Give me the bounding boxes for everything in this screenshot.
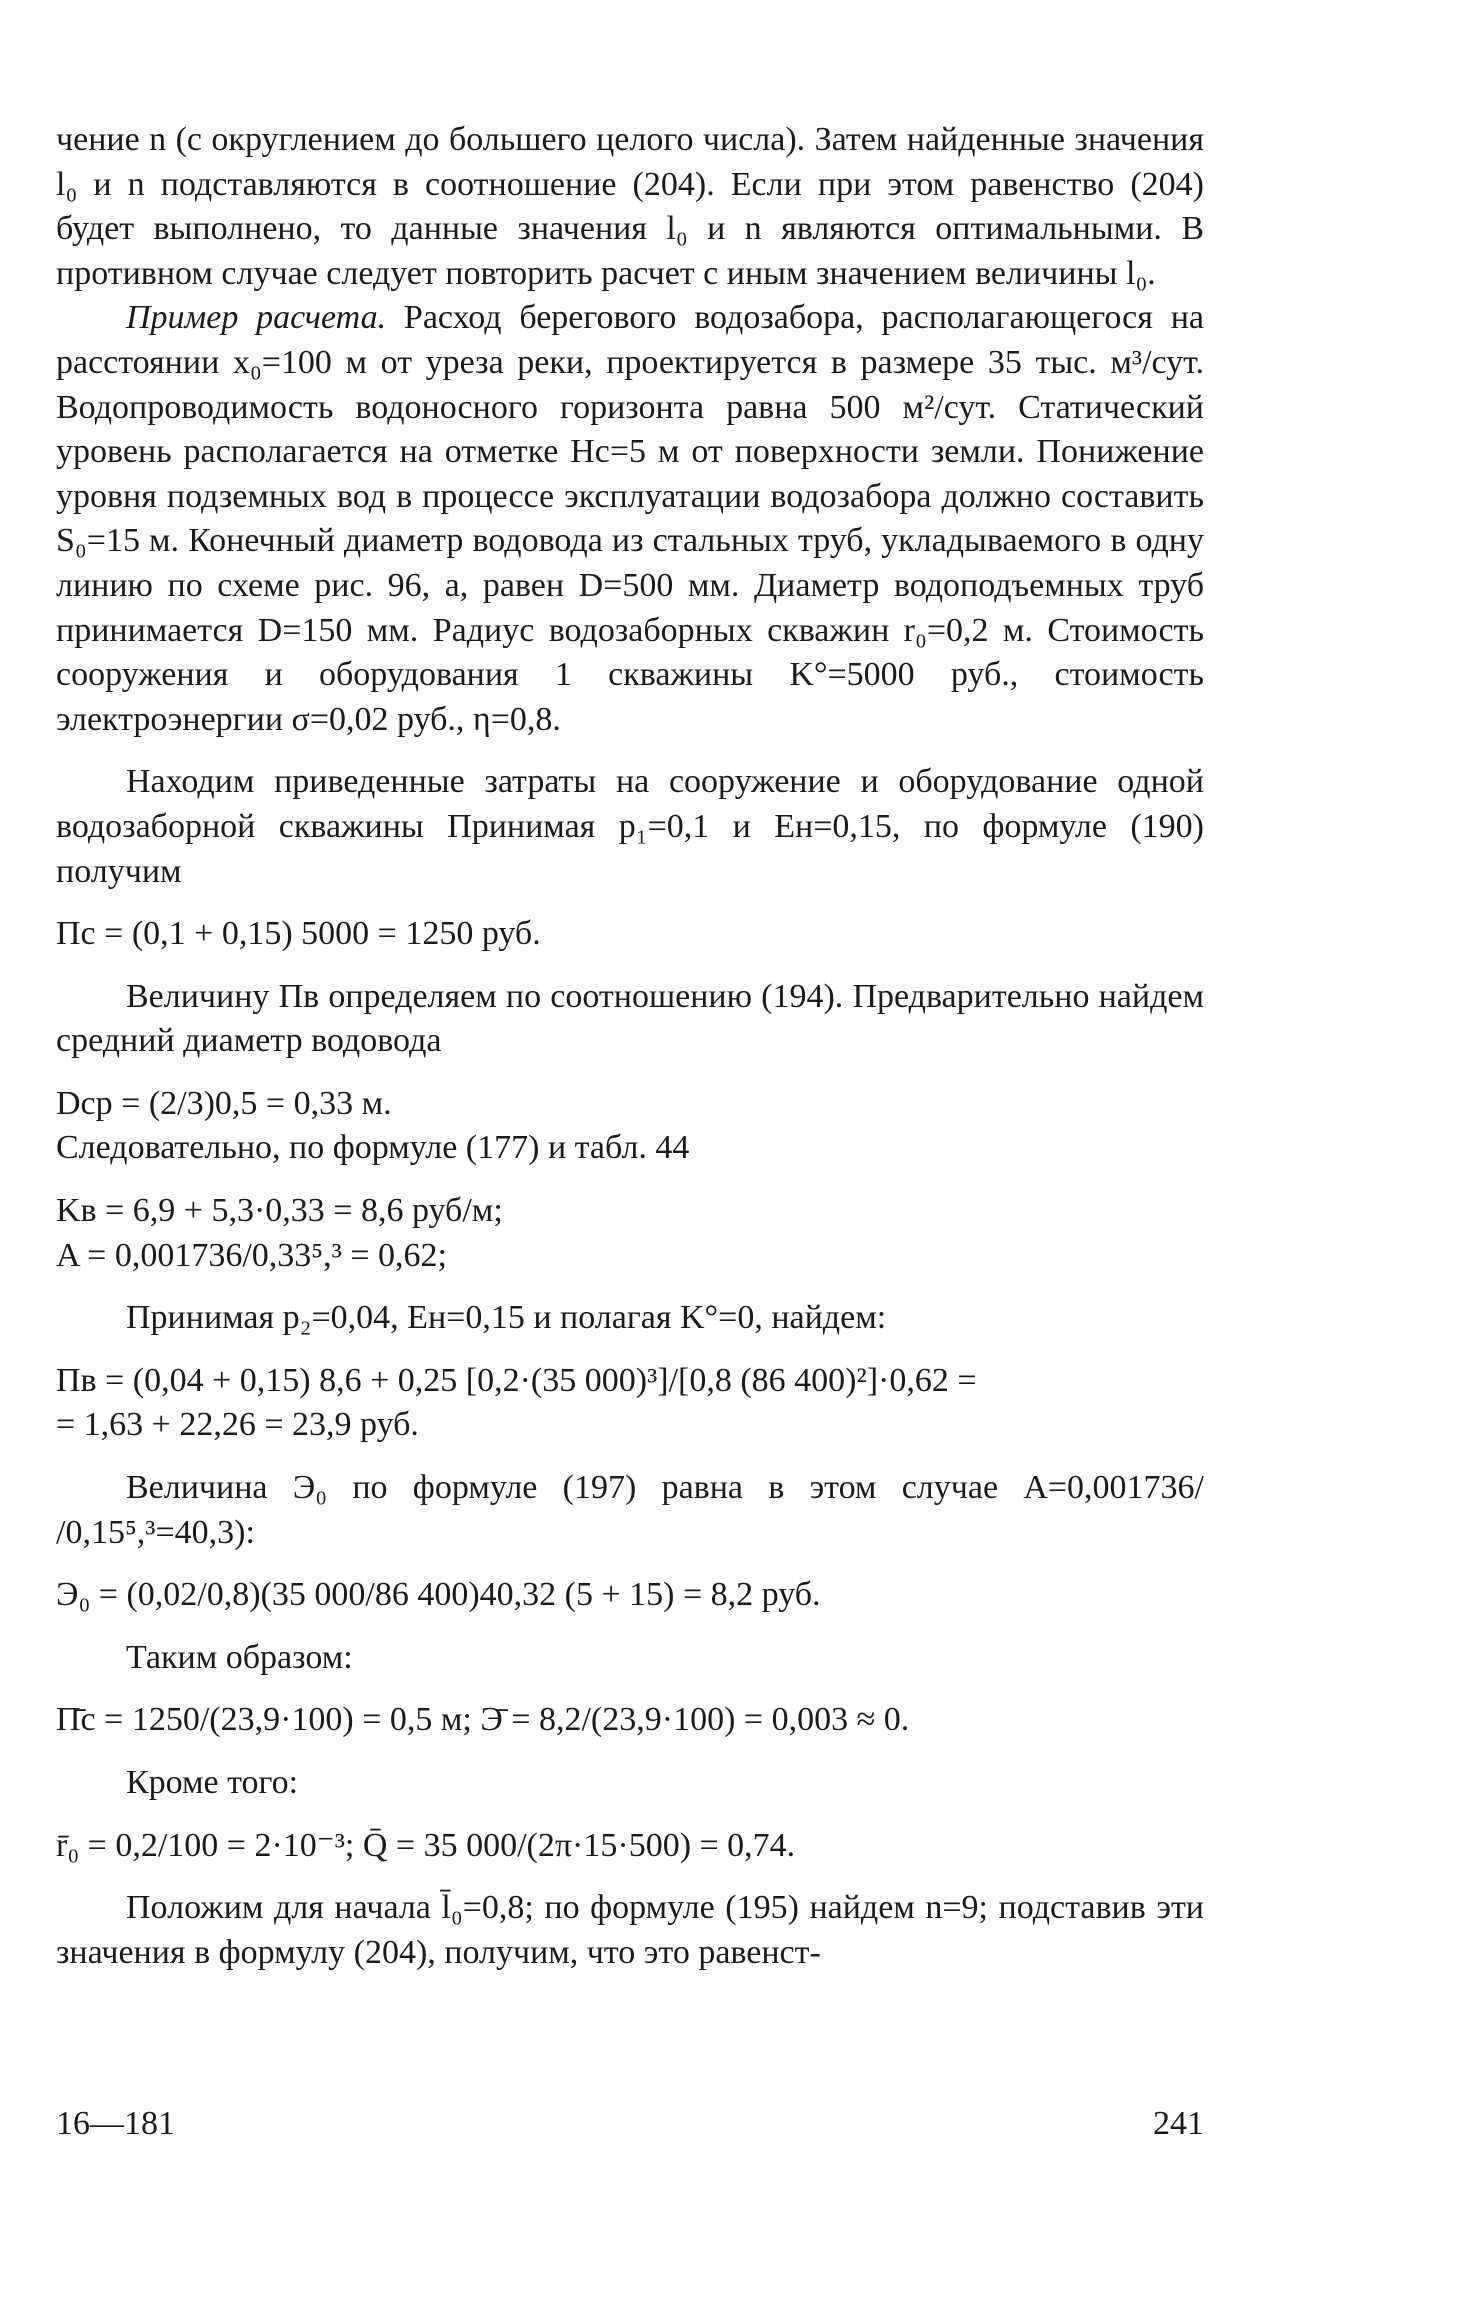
formula-a: A = 0,001736/0,33⁵,³ = 0,62;: [56, 1236, 447, 1274]
paragraph-accepting: Принимая p₂=0,04, Eн=0,15 и полагая K°=0, найдем:: [126, 1299, 887, 1337]
paragraph-thus: Таким образом:: [126, 1638, 353, 1676]
example-text: Расход берегового водозабора, располагающегося на расстоянии x₀=100 м от уреза реки, проектируется в размере 35 тыс. м³/сут. Водопроводимость водоносного горизонта равна 500 м²/сут. Статический уровень располагается на отметке Hс=5 м от поверхности земли. Понижение уровня подземных вод в процессе эксплуатации водозабора должно составить S₀=15 м. Конечный диаметр водовода из стальных труб, укладываемого в одну линию по схеме рис. 96, a, равен D=500 мм. Диаметр водоподъемных труб принимается D=150 мм. Радиус водозаборных скважин r₀=0,2 м. Стоимость сооружения и оборудования 1 скважины K°=5000 руб., стоимость электроэнергии σ=0,02 руб., η=0,8.: [56, 299, 1204, 738]
formula-pc-bar: П̄с = 1250/(23,9·100) = 0,5 м; Э̄ = 8,2/(23,9·100) = 0,003 ≈ 0.: [56, 1701, 910, 1739]
formula-pc: Пс = (0,1 + 0,15) 5000 = 1250 руб.: [56, 915, 541, 953]
formula-dcp: Dср = (2/3)0,5 = 0,33 м.: [56, 1084, 392, 1122]
paragraph-example: [56, 296, 1204, 742]
formula-kv: Kв = 6,9 + 5,3·0,33 = 8,6 руб/м;: [56, 1192, 503, 1230]
formula-r0-q: r̄₀ = 0,2/100 = 2·10⁻³; Q̄ = 35 000/(2π·15·500) = 0,74.: [56, 1826, 796, 1864]
paragraph-e0: Величина Э₀ по формуле (197) равна в этом случае A=0,001736/ /0,15⁵,³=40,3):: [56, 1469, 1204, 1551]
paragraph-continuation: чение n (с округлением до большего целого числа). Затем найденные значения l₀ и n подставляются в соотношение (204). Если при этом равенство (204) будет выполнено, то данные значения l₀ и n являются оптимальными. В противном случае следует повторить расчет с иным значением величины l₀.: [56, 121, 1204, 292]
paragraph-therefore: Следовательно, по формуле (177) и табл. 44: [56, 1129, 690, 1167]
paragraph-pv: Величину Пв определяем по соотношению (194). Предварительно найдем средний диаметр водовода: [56, 977, 1204, 1060]
paragraph-besides: Кроме того:: [126, 1764, 299, 1801]
paragraph-suppose: Положим для начала l̄₀=0,8; по формуле (195) найдем n=9; подставив эти значения в формулу (204), получим, что это равенст-: [56, 1889, 1204, 1971]
example-label: Пример расчета.: [126, 299, 387, 337]
paragraph-costs: Находим приведенные затраты на сооружение и оборудование одной водозаборной скважины Принимая p₁=0,1 и Eн=0,15, по формуле (190) получим: [56, 763, 1204, 890]
signature-mark: 16—181: [56, 2105, 175, 2142]
formula-pv-line1: Пв = (0,04 + 0,15) 8,6 + 0,25 [0,2·(35 000)³]/[0,8 (86 400)²]·0,62 =: [56, 1361, 977, 1399]
formula-pv-line2: = 1,63 + 22,26 = 23,9 руб.: [56, 1406, 419, 1444]
formula-e0: Э₀ = (0,02/0,8)(35 000/86 400)40,32 (5 + 15) = 8,2 руб.: [56, 1576, 821, 1614]
page-number: 241: [1153, 2105, 1204, 2142]
page-body: [56, 118, 1204, 2268]
